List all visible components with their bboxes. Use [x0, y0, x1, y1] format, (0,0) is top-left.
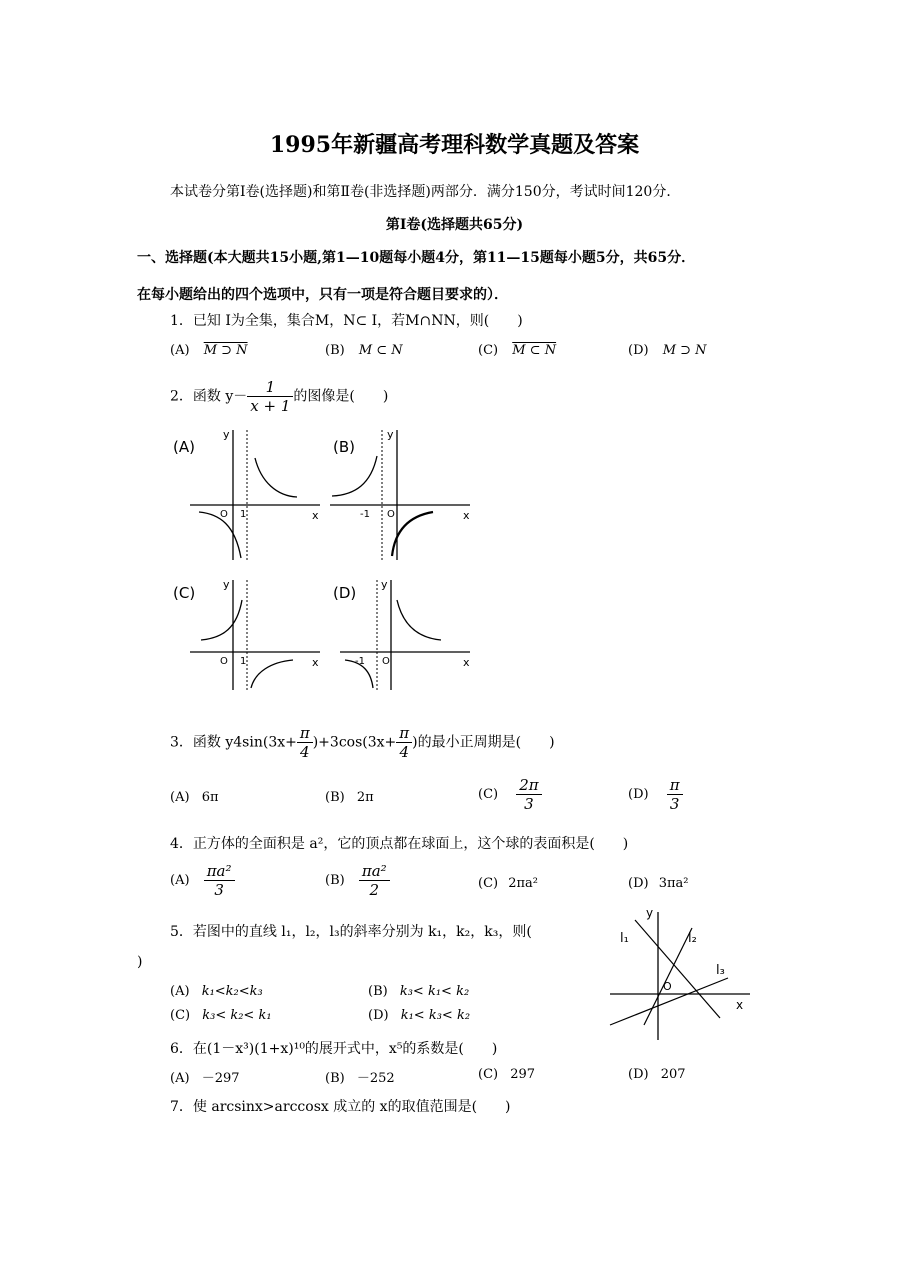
curve-lower: [251, 660, 293, 688]
l1-label: l₁: [620, 931, 629, 946]
option-text: 2πa²: [508, 876, 539, 891]
denominator: 3: [524, 795, 534, 813]
fraction: [396, 724, 412, 761]
graph-label: (C): [173, 584, 196, 602]
section-heading-line2: 在每小题给出的四个选项中，只有一项是符合题目要求的）．: [137, 287, 508, 303]
q4-option-c: [478, 876, 538, 891]
q3-option-d: [628, 776, 683, 813]
option-label: (C): [478, 876, 499, 891]
q6-option-a: [170, 1067, 240, 1086]
option-label: (A): [170, 984, 190, 999]
q1-option-a: [170, 343, 248, 358]
q1-option-b: [325, 343, 403, 358]
option-label: (B): [325, 790, 345, 805]
line-l2: [644, 928, 692, 1025]
option-expr: M ⊂ N: [358, 343, 403, 358]
question-3-stem: [170, 724, 555, 761]
origin-label: O: [220, 656, 228, 667]
stem-text: 的图像是( ): [293, 388, 389, 405]
question-5-stem: 5．若图中的直线 l₁，l₂，l₃的斜率分别为 k₁，k₂，k₃，则(: [170, 924, 532, 940]
fraction: [297, 724, 313, 761]
option-text: －297: [201, 1071, 240, 1086]
stem-text: )的最小正周期是( ): [412, 734, 555, 751]
x-label: x: [312, 509, 319, 522]
option-text: 2π: [356, 790, 374, 805]
q4-option-d: [628, 876, 689, 891]
numerator: 1: [247, 378, 293, 397]
graph-d: [333, 578, 470, 690]
option-label: (B): [325, 1071, 345, 1086]
option-text: －252: [356, 1071, 395, 1086]
page-title: 1995年新疆高考理科数学真题及答案: [269, 132, 640, 158]
q4-option-a: [170, 862, 235, 899]
graph-b: [330, 428, 470, 560]
option-label: (A): [170, 343, 190, 358]
question-2-stem: [170, 378, 388, 415]
tick-label: 1: [240, 656, 247, 667]
option-label: (D): [368, 1008, 389, 1023]
graph-label: (B): [333, 438, 355, 456]
q5-lines-figure: [600, 900, 760, 1050]
option-label: (A): [170, 1071, 190, 1086]
question-4-stem: 4．正方体的全面积是 a²，它的顶点都在球面上，这个球的表面积是( ): [170, 836, 629, 852]
option-label: (B): [325, 343, 345, 358]
q2-graphs: [165, 420, 495, 690]
option-label: (B): [325, 873, 345, 888]
option-text: 297: [510, 1067, 536, 1082]
question-5-stem-tail: ): [137, 954, 143, 970]
fraction: [247, 378, 293, 415]
y-label: y: [646, 906, 654, 920]
denominator: 3: [669, 795, 680, 813]
y-label: y: [387, 428, 394, 441]
graph-c: [173, 578, 320, 690]
option-text: k₁< k₃< k₂: [400, 1008, 471, 1023]
origin-label: O: [382, 656, 390, 667]
denominator: 3: [214, 881, 224, 899]
part-one-heading: 第Ⅰ卷(选择题共65分): [385, 217, 524, 233]
q6-option-d: [628, 1067, 686, 1082]
option-label: (C): [170, 1008, 191, 1023]
q3-option-b: [325, 790, 374, 805]
denominator: x + 1: [250, 397, 291, 415]
graph-label: (D): [333, 584, 357, 602]
curve-lower: [392, 512, 433, 556]
option-expr: M ⊂ N: [512, 343, 557, 358]
denominator: 4: [399, 743, 409, 761]
denominator: 2: [369, 881, 380, 899]
q3-option-c: [478, 776, 542, 813]
origin-label: O: [387, 509, 395, 520]
section-heading-line1: 一、选择题(本大题共15小题,第1—10题每小题4分，第11—15题每小题5分，共65分．: [137, 250, 696, 266]
x-label: x: [312, 656, 319, 669]
question-7-stem: 7．使 arcsinx>arccosx 成立的 x的取值范围是( ): [170, 1099, 511, 1115]
option-label: (D): [628, 343, 649, 358]
option-text: k₁<k₂<k₃: [201, 984, 263, 999]
stem-text: )+3cos(3x+: [312, 734, 397, 751]
graph-label: (A): [173, 438, 195, 456]
option-expr: M ⊃ N: [662, 343, 707, 358]
option-text: k₃< k₂< k₁: [202, 1008, 272, 1023]
y-label: y: [223, 578, 230, 591]
numerator: π: [667, 776, 683, 795]
numerator: π: [297, 724, 313, 743]
fraction: [667, 776, 683, 813]
option-label: (C): [478, 1067, 499, 1082]
question-1-stem: 1．已知 I为全集，集合M，N⊂ I，若M∩NN，则( ): [170, 313, 523, 329]
fraction: [516, 776, 541, 813]
option-text: 6π: [201, 790, 219, 805]
q5-option-a: [170, 984, 263, 999]
curve-upper: [397, 600, 441, 640]
curve-upper: [332, 456, 377, 496]
numerator: 2π: [516, 776, 541, 795]
q5-option-b: [368, 984, 469, 999]
q4-option-b: [325, 862, 390, 899]
origin-label: O: [220, 509, 228, 520]
x-label: x: [736, 998, 744, 1012]
option-label: (C): [478, 787, 499, 802]
option-label: (D): [628, 787, 649, 802]
q3-option-a: [170, 790, 219, 805]
q1-option-c: [478, 343, 556, 358]
origin-label: O: [663, 980, 672, 993]
q6-option-c: [478, 1067, 535, 1082]
q1-option-d: [628, 343, 707, 358]
fraction: [204, 862, 235, 899]
y-label: y: [381, 578, 388, 591]
fraction: [359, 862, 390, 899]
line-l1: [635, 920, 720, 1018]
numerator: πa²: [204, 862, 235, 881]
option-label: (B): [368, 984, 388, 999]
stem-text: 2．函数 y－: [170, 388, 248, 405]
tick-label: -1: [355, 656, 365, 667]
option-label: (D): [628, 876, 649, 891]
option-label: (C): [478, 343, 499, 358]
numerator: π: [396, 724, 412, 743]
graph-a: [173, 428, 320, 560]
numerator: πa²: [359, 862, 390, 881]
option-expr: M ⊃ N: [203, 343, 248, 358]
q5-option-c: [170, 1008, 272, 1023]
l3-label: l₃: [716, 963, 725, 978]
q6-option-b: [325, 1067, 395, 1086]
x-label: x: [463, 509, 470, 522]
denominator: 4: [300, 743, 310, 761]
option-label: (D): [628, 1067, 649, 1082]
stem-text: 3．函数 y4sin(3x+: [170, 734, 297, 751]
option-text: 3πa²: [658, 876, 689, 891]
option-text: 207: [660, 1067, 686, 1082]
tick-label: 1: [240, 509, 247, 520]
exam-intro: 本试卷分第Ⅰ卷(选择题)和第Ⅱ卷(非选择题)两部分．满分150分，考试时间120分．: [170, 184, 681, 200]
y-label: y: [223, 428, 230, 441]
l2-label: l₂: [688, 931, 697, 946]
question-6-stem: 6．在(1－x³)(1+x)¹⁰的展开式中，x⁵的系数是( ): [170, 1041, 498, 1057]
q5-option-d: [368, 1008, 470, 1023]
option-label: (A): [170, 790, 190, 805]
x-label: x: [463, 656, 470, 669]
option-text: k₃< k₁< k₂: [399, 984, 470, 999]
curve-upper: [255, 458, 297, 497]
tick-label: -1: [360, 509, 370, 520]
option-label: (A): [170, 873, 190, 888]
curve-upper: [201, 600, 242, 640]
